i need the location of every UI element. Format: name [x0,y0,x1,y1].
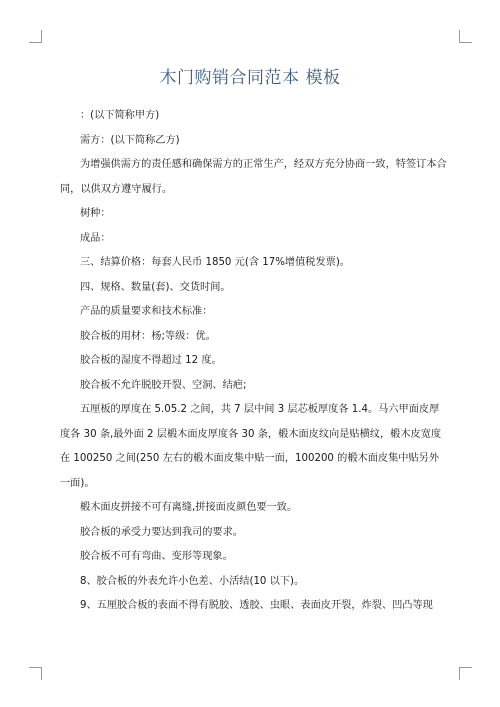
paragraph-humidity: 胶合板的湿度不得超过 12 度。 [80,355,222,366]
paragraph-no-bending: 胶合板不可有弯曲、变形等现象。 [80,551,233,562]
document-title: 木门购销合同范本 模板 [159,68,341,88]
paragraph-thickness: 五厘板的厚度在 5.05.2 之间，共 7 层中间 3 层芯板厚度各 1.4。马六甲面皮厚度各 30 条,最外面 2 层椴木面皮厚度各 30 条，椴木面皮纹向是贴横纹，椴木皮宽度在 100250 之间(250 左右的椴木面皮集中贴一面，100200 的椴木面皮集中贴另外一面)。 [60,404,442,489]
paragraph-splicing: 椴木面皮拼接不可有离缝,拼接面皮颜色要一致。 [80,502,298,513]
crop-mark-top-right [459,30,472,43]
paragraph-party-a: ：(以下简称甲方) [80,110,160,121]
paragraph-intro: 为增强供需方的责任感和确保需方的正常生产，经双方充分协商一致，特签订本合同，以供双方遵守履行。 [60,159,447,195]
paragraph-load: 胶合板的承受力要达到我司的要求。 [80,526,243,538]
paragraph-item-8: 8、胶合板的外表允许小色差、小活结(10 以下)。 [80,575,305,587]
paragraph-party-b: 需方：(以下简称乙方) [80,134,180,146]
paragraph-no-defects: 胶合板不允许脱胶开裂、空洞、结疤; [80,379,247,391]
paragraph-item-9: 9、五厘胶合板的表面不得有脱胶、透胶、虫眼、表面皮开裂，炸裂、凹凸等现 [80,600,433,611]
paragraph-product: 成品： [80,232,111,244]
paragraph-quality-heading: 产品的质量要求和技术标准： [80,306,213,317]
paragraph-wood-species: 树种： [80,208,111,219]
document-body [60,104,448,619]
crop-mark-bottom-left [29,667,42,680]
paragraph-material: 胶合板的用材：杨;等级：优。 [80,330,216,342]
crop-mark-top-left [29,30,42,43]
crop-mark-bottom-right [459,667,472,680]
paragraph-spec: 四、规格、数量(套)、交货时间。 [80,281,231,293]
paragraph-price: 三、结算价格：每套人民币 1850 元(含 17%增值税发票)。 [80,257,350,268]
